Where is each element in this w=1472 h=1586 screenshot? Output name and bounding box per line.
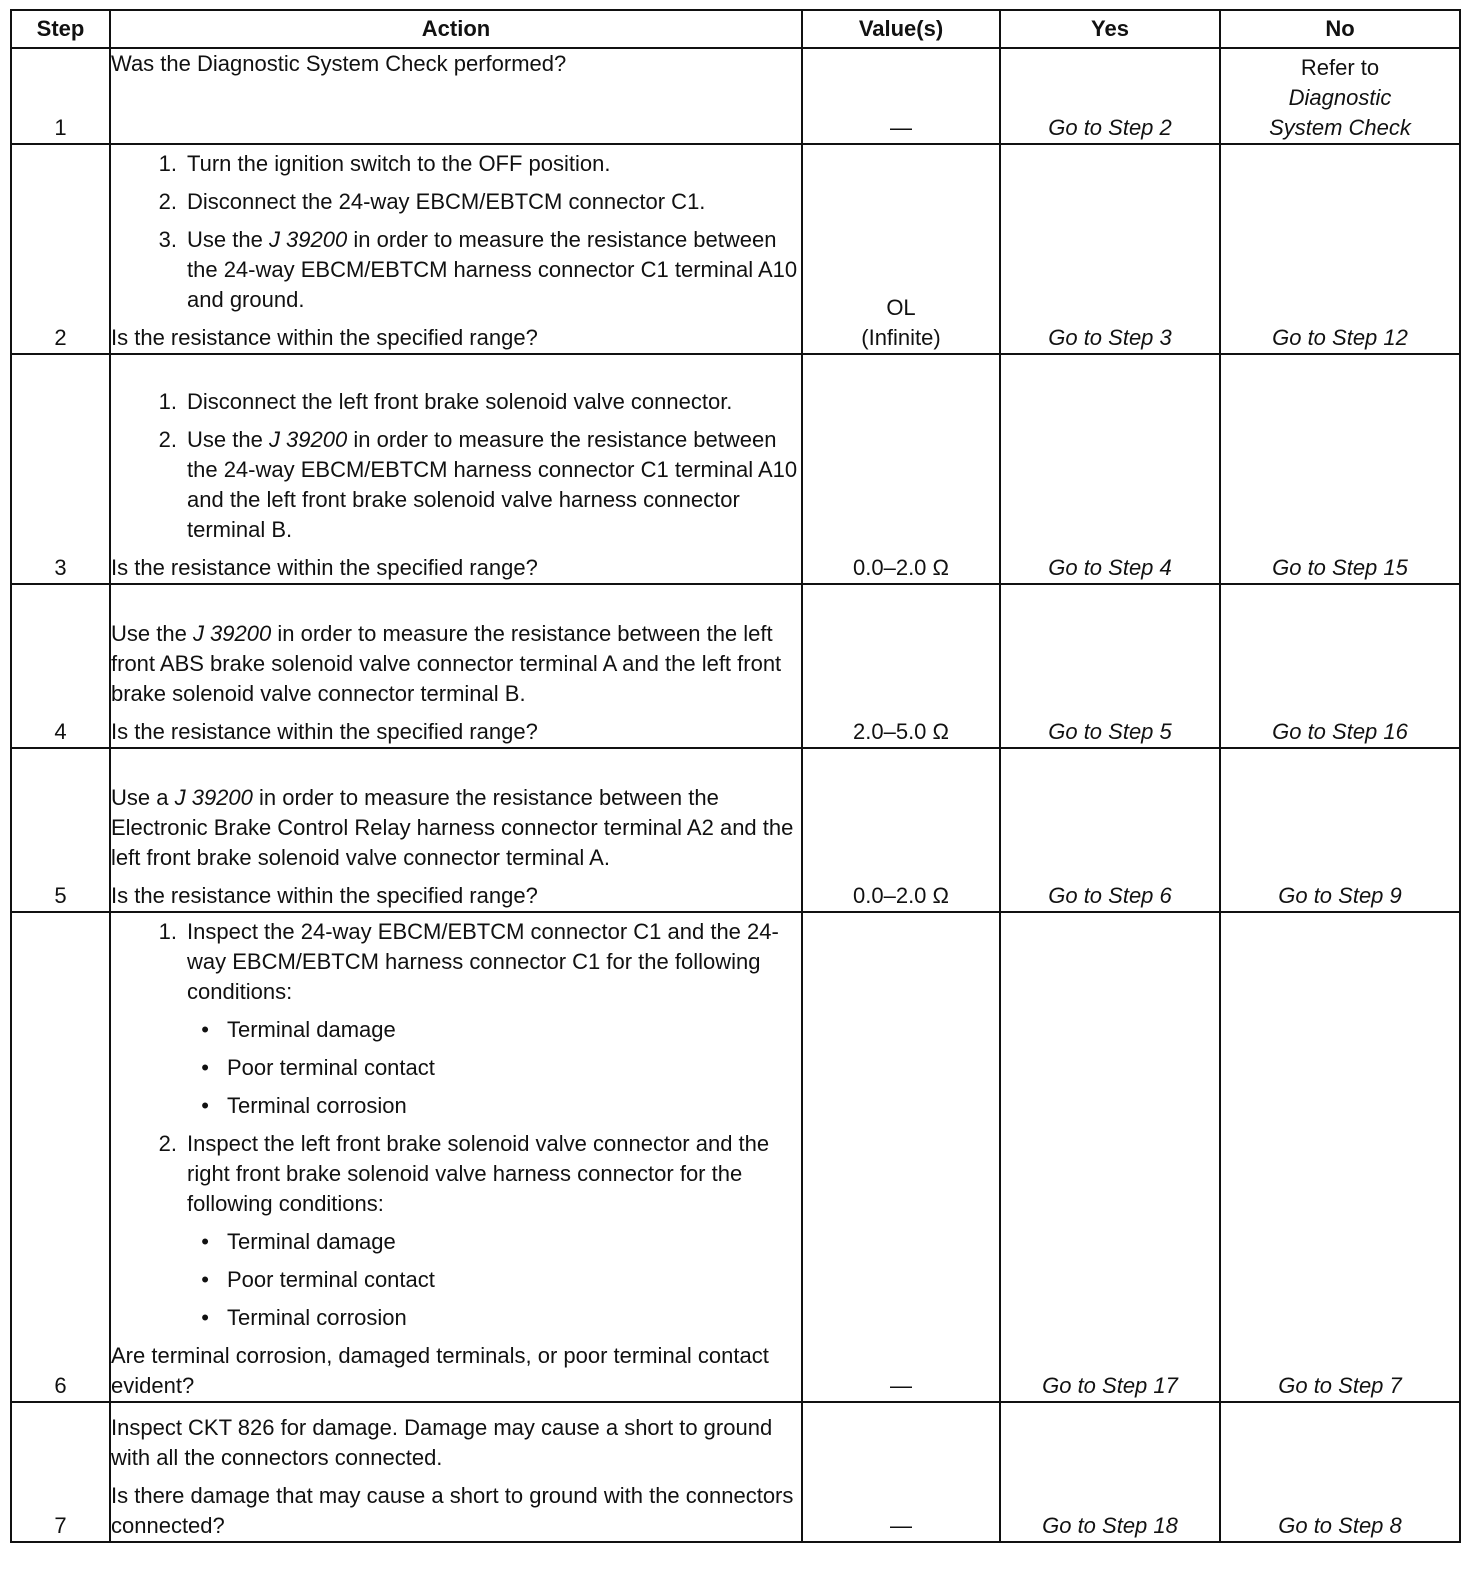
- value-cell: 0.0–2.0 Ω: [802, 354, 1000, 584]
- action-item: 1. Inspect the 24-way EBCM/EBTCM connector C1 and the 24-way EBCM/EBTCM harness connector C1 for the following conditions:: [158, 919, 779, 1004]
- action-cell: [110, 1402, 802, 1542]
- action-text: Inspect CKT 826 for damage. Damage may cause a short to ground with all the connectors connected.: [111, 1415, 773, 1470]
- bullet-item: • Terminal damage: [201, 1229, 396, 1254]
- value-cell: —: [802, 1402, 1000, 1542]
- action-text: Use the J 39200 in order to measure the resistance between the left front ABS brake solenoid valve connector terminal A and the left front brake solenoid valve connector terminal B.: [111, 621, 782, 706]
- bullet-item: • Poor terminal contact: [201, 1055, 435, 1080]
- yes-cell: Go to Step 18: [1000, 1402, 1220, 1542]
- table-row: [11, 912, 1460, 1402]
- header-action: Action: [110, 10, 802, 48]
- action-item: 1. Disconnect the left front brake solenoid valve connector.: [158, 389, 733, 414]
- action-item: 2. Disconnect the 24-way EBCM/EBTCM connector C1.: [158, 189, 706, 214]
- action-question: Is the resistance within the specified range?: [111, 719, 538, 744]
- no-cell: Go to Step 15: [1220, 354, 1460, 584]
- yes-cell: Go to Step 5: [1000, 584, 1220, 748]
- bullet-item: • Terminal damage: [201, 1017, 396, 1042]
- diagnostic-table: [10, 9, 1461, 1543]
- table-row: [11, 354, 1460, 584]
- value-cell: [802, 144, 1000, 354]
- step-number: 2: [11, 144, 110, 354]
- action-item: 1. Turn the ignition switch to the OFF position.: [158, 151, 611, 176]
- no-cell: [1220, 48, 1460, 144]
- step-number: 1: [11, 48, 110, 144]
- action-cell: [110, 354, 802, 584]
- table-row: [11, 144, 1460, 354]
- header-values: Value(s): [802, 10, 1000, 48]
- step-number: 6: [11, 912, 110, 1402]
- value-main: OL: [886, 295, 916, 320]
- value-cell: —: [802, 48, 1000, 144]
- table-row: [11, 748, 1460, 912]
- tool-reference: J 39200: [268, 227, 348, 252]
- tool-reference: J 39200: [174, 785, 253, 810]
- step-number: 3: [11, 354, 110, 584]
- action-item: 2. Inspect the left front brake solenoid valve connector and the right front brake solenoid valve harness connector for the following conditions:: [158, 1131, 770, 1216]
- action-question: Is there damage that may cause a short to ground with the connectors connected?: [111, 1483, 794, 1538]
- bullet-item: • Poor terminal contact: [201, 1267, 435, 1292]
- bullet-item: • Terminal corrosion: [201, 1305, 407, 1330]
- action-item: 3. Use the J 39200 in order to measure the resistance between the 24-way EBCM/EBTCM harness connector C1 terminal A10 and ground.: [158, 227, 798, 312]
- yes-cell: Go to Step 3: [1000, 144, 1220, 354]
- header-step: Step: [11, 10, 110, 48]
- yes-cell: Go to Step 17: [1000, 912, 1220, 1402]
- action-question: Was the Diagnostic System Check performed?: [111, 51, 567, 76]
- no-line-1: Refer to: [1300, 55, 1380, 80]
- action-cell: [110, 48, 802, 144]
- no-cell: Go to Step 7: [1220, 912, 1460, 1402]
- no-line-3: System Check: [1269, 115, 1411, 140]
- tool-reference: J 39200: [268, 427, 348, 452]
- action-question: Are terminal corrosion, damaged terminals, or poor terminal contact evident?: [111, 1343, 769, 1398]
- no-line-2: Diagnostic: [1288, 85, 1392, 110]
- step-number: 7: [11, 1402, 110, 1542]
- action-cell: [110, 912, 802, 1402]
- header-yes: Yes: [1000, 10, 1220, 48]
- action-question: Is the resistance within the specified range?: [111, 325, 538, 350]
- table-row: [11, 48, 1460, 144]
- header-no: No: [1220, 10, 1460, 48]
- no-cell: Go to Step 9: [1220, 748, 1460, 912]
- table-row: [11, 584, 1460, 748]
- value-cell: 0.0–2.0 Ω: [802, 748, 1000, 912]
- yes-cell: Go to Step 2: [1000, 48, 1220, 144]
- table-row: [11, 1402, 1460, 1542]
- value-cell: —: [802, 912, 1000, 1402]
- yes-cell: Go to Step 6: [1000, 748, 1220, 912]
- action-cell: [110, 144, 802, 354]
- step-number: 5: [11, 748, 110, 912]
- action-question: Is the resistance within the specified range?: [111, 555, 538, 580]
- no-cell: Go to Step 8: [1220, 1402, 1460, 1542]
- header-row: [11, 10, 1460, 48]
- tool-reference: J 39200: [192, 621, 272, 646]
- yes-cell: Go to Step 4: [1000, 354, 1220, 584]
- action-cell: [110, 748, 802, 912]
- action-cell: [110, 584, 802, 748]
- action-item: 2. Use the J 39200 in order to measure the resistance between the 24-way EBCM/EBTCM harness connector C1 terminal A10 and the left front brake solenoid valve harness connector terminal B.: [158, 427, 798, 542]
- action-text: Use a J 39200 in order to measure the resistance between the Electronic Brake Control Relay harness connector terminal A2 and the left front brake solenoid valve connector terminal A.: [111, 785, 794, 870]
- action-question: Is the resistance within the specified range?: [111, 883, 538, 908]
- value-note: (Infinite): [861, 325, 941, 350]
- no-cell: Go to Step 16: [1220, 584, 1460, 748]
- value-cell: 2.0–5.0 Ω: [802, 584, 1000, 748]
- no-cell: Go to Step 12: [1220, 144, 1460, 354]
- step-number: 4: [11, 584, 110, 748]
- bullet-item: • Terminal corrosion: [201, 1093, 407, 1118]
